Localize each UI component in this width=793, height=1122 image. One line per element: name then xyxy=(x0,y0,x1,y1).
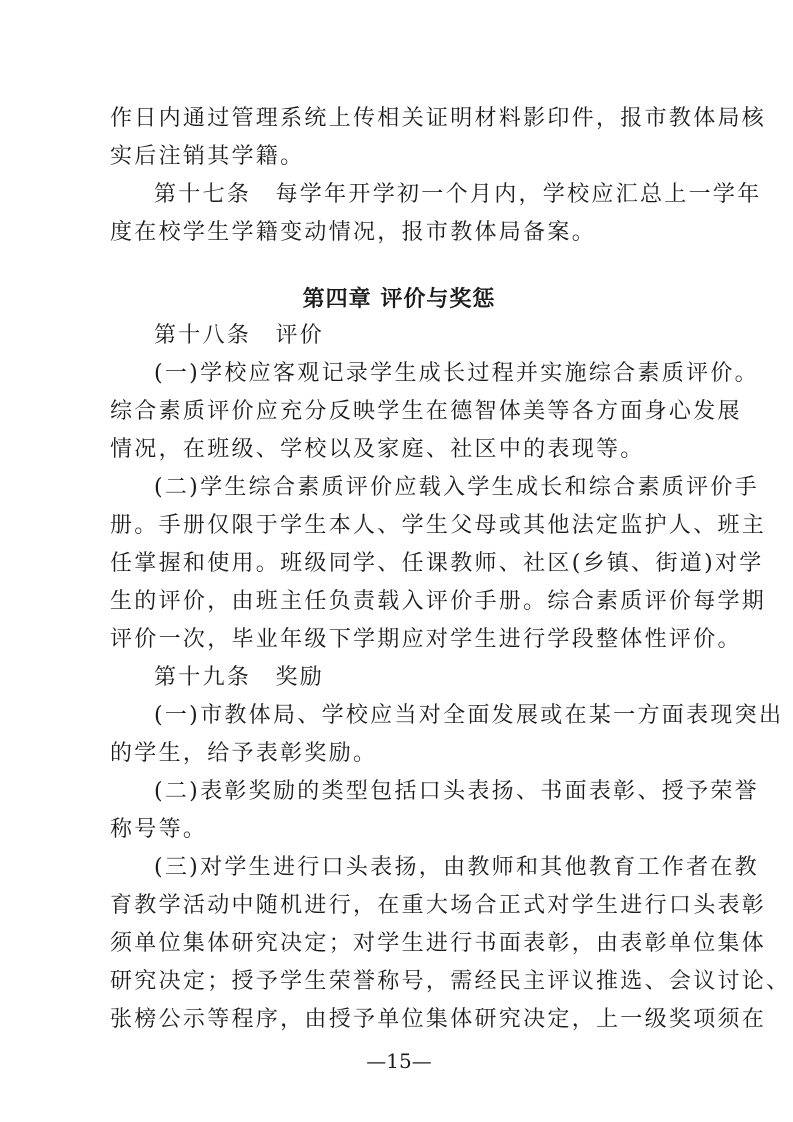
text-line: 须单位集体研究决定；对学生进行书面表彰，由表彰单位集体 xyxy=(110,931,767,956)
text-line: 情况，在班级、学校以及家庭、社区中的表现等。 xyxy=(110,437,645,462)
text-line: 度在校学生学籍变动情况，报市教体局备案。 xyxy=(110,220,597,245)
text-line: (一)市教体局、学校应当对全面发展或在某一方面表现突出 xyxy=(154,703,784,728)
document-page xyxy=(110,0,791,1122)
article-19-heading: 第十九条 奖励 xyxy=(154,665,325,690)
text-line: 研究决定；授予学生荣誉称号，需经民主评议推选、会议讨论、 xyxy=(110,969,791,994)
article-17-line: 第十七条 每学年开学初一个月内，学校应汇总上一学年 xyxy=(154,182,762,207)
article-18-heading: 第十八条 评价 xyxy=(154,323,325,348)
text-line: (三)对学生进行口头表扬，由教师和其他教育工作者在教 xyxy=(154,855,759,880)
text-line: 评价一次，毕业年级下学期应对学生进行学段整体性评价。 xyxy=(110,627,742,652)
text-line: (一)学校应客观记录学生成长过程并实施综合素质评价。 xyxy=(154,361,759,386)
text-line: (二)学生综合素质评价应载入学生成长和综合素质评价手 xyxy=(154,475,759,500)
text-line: (二)表彰奖励的类型包括口头表扬、书面表彰、授予荣誉 xyxy=(154,779,759,804)
text-line: 任掌握和使用。班级同学、任课教师、社区(乡镇、街道)对学 xyxy=(110,551,764,576)
chapter-heading: 第四章 评价与奖惩 xyxy=(302,287,496,312)
text-line: 称号等。 xyxy=(110,817,208,842)
text-line: 作日内通过管理系统上传相关证明材料影印件，报市教体局核 xyxy=(110,106,767,131)
text-line: 张榜公示等程序，由授予单位集体研究决定，上一级奖项须在 xyxy=(110,1007,767,1032)
text-line: 综合素质评价应充分反映学生在德智体美等各方面身心发展 xyxy=(110,399,742,424)
page-number: —15— xyxy=(366,1049,432,1073)
text-line: 育教学活动中随机进行，在重大场合正式对学生进行口头表彰 xyxy=(110,893,767,918)
text-line: 册。手册仅限于学生本人、学生父母或其他法定监护人、班主 xyxy=(110,513,767,538)
text-line: 的学生，给予表彰奖励。 xyxy=(110,741,378,766)
text-line: 生的评价，由班主任负责载入评价手册。综合素质评价每学期 xyxy=(110,589,767,614)
text-line: 实后注销其学籍。 xyxy=(110,144,305,169)
